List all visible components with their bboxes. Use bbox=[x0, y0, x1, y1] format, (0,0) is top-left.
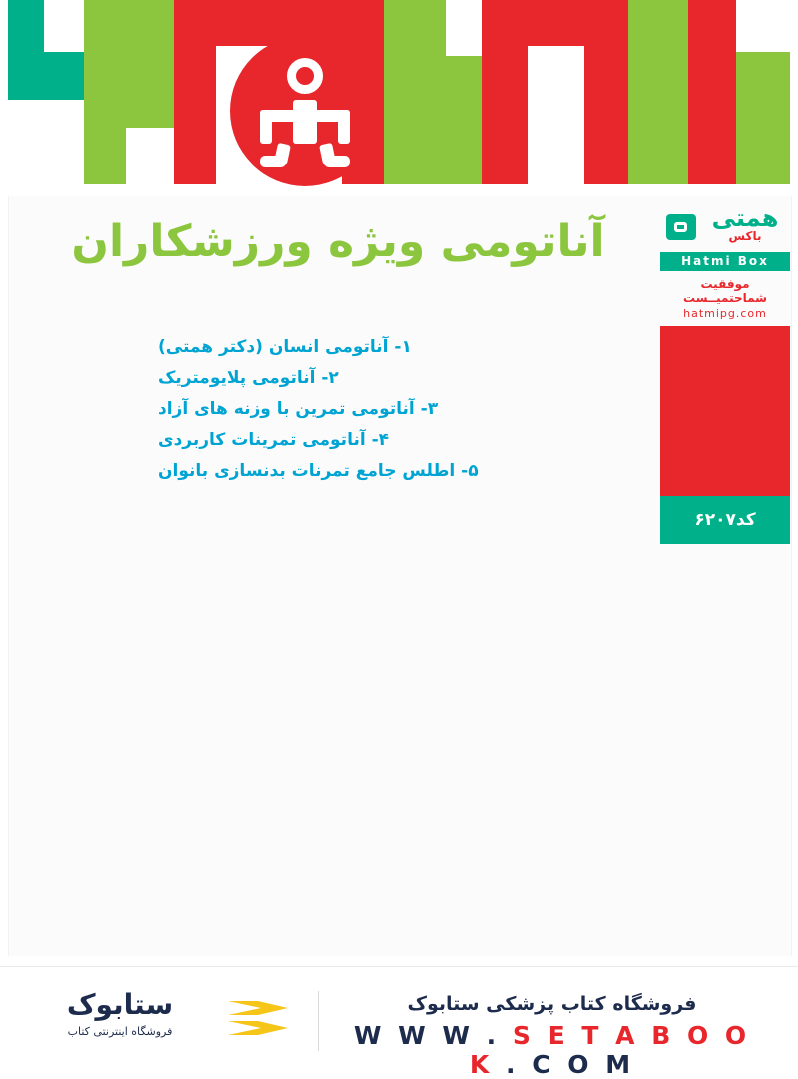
banner-block bbox=[384, 0, 446, 196]
footer-store-info bbox=[342, 993, 762, 1079]
publisher-slogan: موفقیت شماحتمیــست bbox=[683, 277, 767, 305]
banner-block bbox=[126, 0, 174, 128]
banner-notch bbox=[8, 184, 790, 196]
publisher-name-sub: باکس bbox=[728, 229, 762, 243]
footer-brand-logo[interactable] bbox=[40, 989, 200, 1038]
banner-notch bbox=[528, 46, 584, 196]
publisher-badge bbox=[660, 206, 790, 544]
list-item: ۳- آناتومی تمرین با وزنه های آزاد bbox=[158, 399, 439, 419]
person-torso bbox=[293, 100, 317, 144]
banner-block bbox=[736, 52, 790, 78]
footer-brand-subtitle: فروشگاه اینترنتی کتاب bbox=[67, 1025, 173, 1038]
banner-block bbox=[446, 56, 482, 196]
footer-store-url[interactable] bbox=[342, 1021, 762, 1079]
publisher-name-fa bbox=[702, 206, 788, 243]
list-item: ۴- آناتومی تمرینات کاربردی bbox=[158, 430, 390, 450]
footer-url-suffix: . C O M bbox=[506, 1050, 635, 1079]
box-mark-icon bbox=[666, 214, 696, 240]
person-foot-left bbox=[260, 156, 286, 167]
banner-notch bbox=[0, 0, 8, 196]
publisher-red-panel bbox=[660, 326, 790, 496]
footer-divider bbox=[318, 991, 319, 1051]
publisher-website: hatmipg.com bbox=[683, 307, 767, 320]
banner-block bbox=[528, 0, 584, 46]
banner-block bbox=[44, 0, 84, 52]
banner-block bbox=[628, 46, 688, 196]
banner-block bbox=[126, 128, 174, 184]
banner-block bbox=[736, 0, 790, 52]
banner-block bbox=[584, 0, 628, 196]
publisher-logo-row bbox=[660, 206, 790, 250]
person-arm-right bbox=[338, 110, 350, 144]
banner-block bbox=[84, 0, 126, 184]
banner-block bbox=[174, 0, 216, 196]
chevron-shape bbox=[228, 1021, 288, 1035]
list-item: ۱- آناتومی انسان (دکتر همتی) bbox=[158, 337, 412, 357]
footer-url-brand: S E T A B O O K bbox=[469, 1021, 751, 1079]
publisher-name-main: همتی bbox=[711, 204, 779, 232]
book-list bbox=[158, 332, 598, 487]
banner-block bbox=[482, 0, 528, 196]
person-arm-left bbox=[260, 110, 272, 144]
footer-url-prefix: W W W . bbox=[353, 1021, 501, 1050]
banner-block bbox=[44, 52, 84, 100]
banner-notch bbox=[790, 0, 798, 196]
footer-brand-name: ستابوک bbox=[66, 988, 174, 1021]
publisher-name-en: Hatmi Box bbox=[660, 252, 790, 271]
footer-bar bbox=[0, 966, 798, 1079]
banner-block bbox=[688, 0, 736, 196]
footer-store-title: فروشگاه کتاب پزشکی ستابوک bbox=[407, 993, 697, 1015]
person-figure-icon bbox=[230, 36, 380, 186]
product-code-badge: کد۶۲۰۷ bbox=[660, 496, 790, 544]
list-item: ۲- آناتومی پلایومتریک bbox=[158, 368, 339, 388]
page-title: آناتومی ویژه ورزشکاران bbox=[71, 216, 605, 267]
chevron-shape bbox=[228, 1001, 288, 1015]
person-foot-right bbox=[324, 156, 350, 167]
banner-block bbox=[628, 0, 688, 46]
banner-notch bbox=[8, 100, 44, 184]
banner-block bbox=[446, 0, 482, 56]
person-head bbox=[287, 58, 323, 94]
list-item: ۵- اطلس جامع تمرنات بدنسازی بانوان bbox=[158, 461, 479, 481]
banner-block bbox=[8, 0, 44, 100]
top-banner bbox=[0, 0, 798, 196]
double-chevron-icon bbox=[228, 995, 298, 1047]
